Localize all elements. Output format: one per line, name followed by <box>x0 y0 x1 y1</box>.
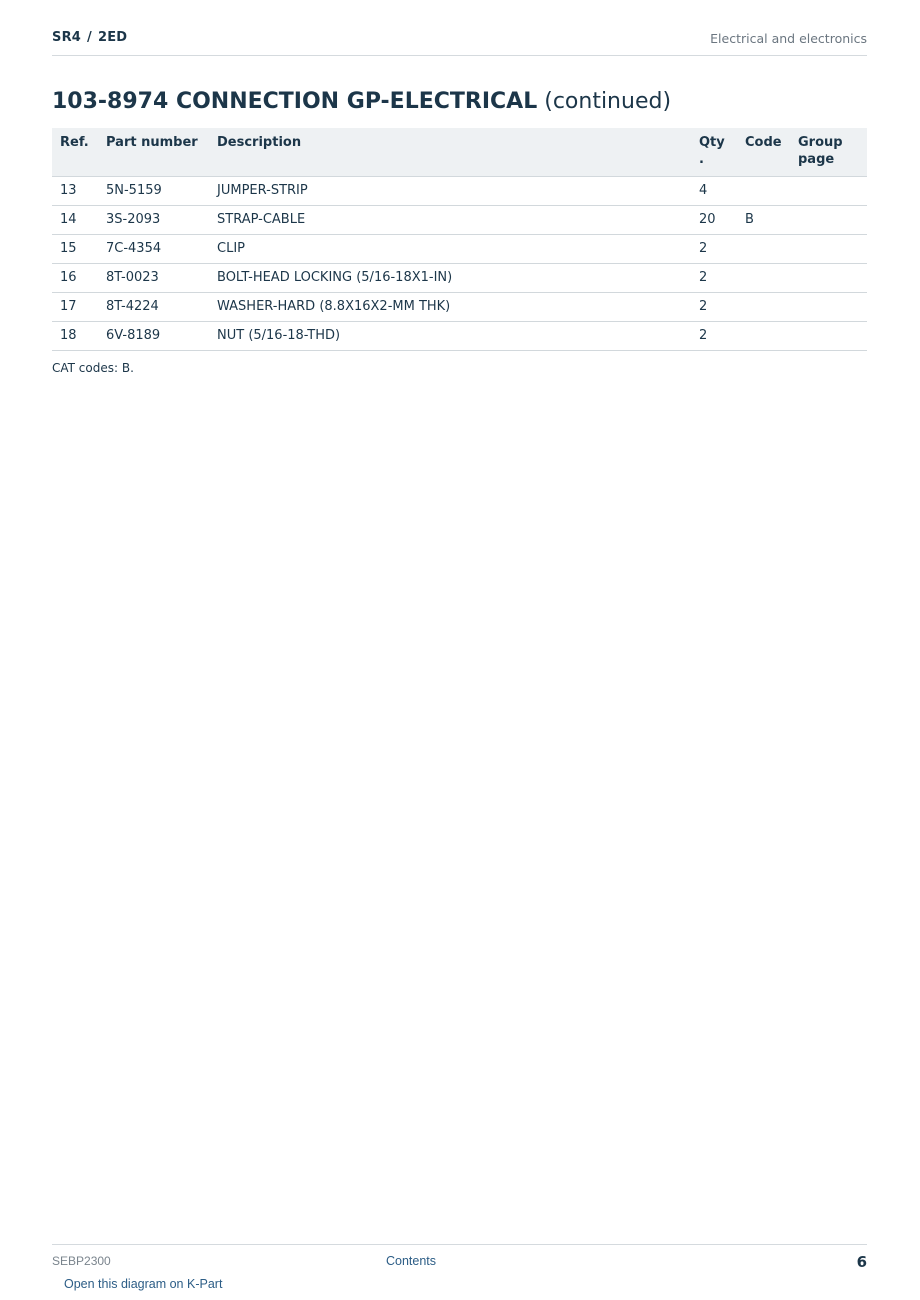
cell-qty: 20 <box>691 206 737 235</box>
contents-link[interactable]: Contents <box>386 1254 437 1268</box>
page-number: 6 <box>856 1253 867 1271</box>
page-header <box>52 28 867 56</box>
cell-part-number: 8T-4224 <box>98 293 209 322</box>
cell-ref: 17 <box>52 293 98 322</box>
col-group-line2: page <box>798 152 835 167</box>
table-row <box>52 235 867 264</box>
col-group-line1: Group <box>798 135 843 150</box>
separator: / <box>87 30 92 45</box>
document-id: SEBP2300 <box>52 1254 111 1268</box>
cell-code <box>737 235 790 264</box>
model-serial <box>52 30 127 45</box>
cell-description: WASHER-HARD (8.8X16X2-MM THK) <box>209 293 691 322</box>
cell-ref: 15 <box>52 235 98 264</box>
cell-code <box>737 293 790 322</box>
cell-description: JUMPER-STRIP <box>209 177 691 206</box>
cell-description: NUT (5/16-18-THD) <box>209 322 691 351</box>
cell-description: STRAP-CABLE <box>209 206 691 235</box>
cell-part-number: 5N-5159 <box>98 177 209 206</box>
cell-code <box>737 177 790 206</box>
cell-part-number: 6V-8189 <box>98 322 209 351</box>
cell-group-page <box>790 235 867 264</box>
col-qty <box>691 128 737 177</box>
table-row <box>52 264 867 293</box>
cell-ref: 18 <box>52 322 98 351</box>
parts-table <box>52 128 867 351</box>
table-row <box>52 322 867 351</box>
title-suffix: (continued) <box>544 89 672 114</box>
col-group-page <box>790 128 867 177</box>
model-name: SR4 <box>52 30 82 45</box>
cell-part-number: 3S-2093 <box>98 206 209 235</box>
group-title: 103-8974 CONNECTION GP-ELECTRICAL <box>52 89 538 114</box>
col-description: Description <box>209 128 691 177</box>
serial-prefix: 2ED <box>97 30 128 45</box>
table-row <box>52 206 867 235</box>
col-code: Code <box>737 128 790 177</box>
page-title <box>52 89 671 114</box>
cell-code: B <box>737 206 790 235</box>
col-qty-line1: Qty <box>699 135 725 150</box>
cell-group-page <box>790 206 867 235</box>
cell-part-number: 8T-0023 <box>98 264 209 293</box>
cat-codes-note: CAT codes: B. <box>52 361 134 375</box>
cell-ref: 16 <box>52 264 98 293</box>
page-footer <box>52 1244 867 1275</box>
cell-group-page <box>790 264 867 293</box>
cell-group-page <box>790 177 867 206</box>
cell-qty: 2 <box>691 322 737 351</box>
cell-qty: 2 <box>691 293 737 322</box>
cell-ref: 14 <box>52 206 98 235</box>
cell-description: CLIP <box>209 235 691 264</box>
cell-code <box>737 264 790 293</box>
col-part-number: Part number <box>98 128 209 177</box>
cell-code <box>737 322 790 351</box>
col-qty-line2: . <box>699 152 704 167</box>
cell-part-number: 7C-4354 <box>98 235 209 264</box>
cell-qty: 2 <box>691 235 737 264</box>
cell-ref: 13 <box>52 177 98 206</box>
kpart-diagram-link[interactable]: Open this diagram on K-Part <box>64 1277 223 1291</box>
section-name: Electrical and electronics <box>710 31 867 46</box>
table-row <box>52 177 867 206</box>
cell-group-page <box>790 322 867 351</box>
table-row <box>52 293 867 322</box>
cell-qty: 4 <box>691 177 737 206</box>
cell-group-page <box>790 293 867 322</box>
col-ref: Ref. <box>52 128 98 177</box>
table-header-row <box>52 128 867 177</box>
cell-qty: 2 <box>691 264 737 293</box>
cell-description: BOLT-HEAD LOCKING (5/16-18X1-IN) <box>209 264 691 293</box>
